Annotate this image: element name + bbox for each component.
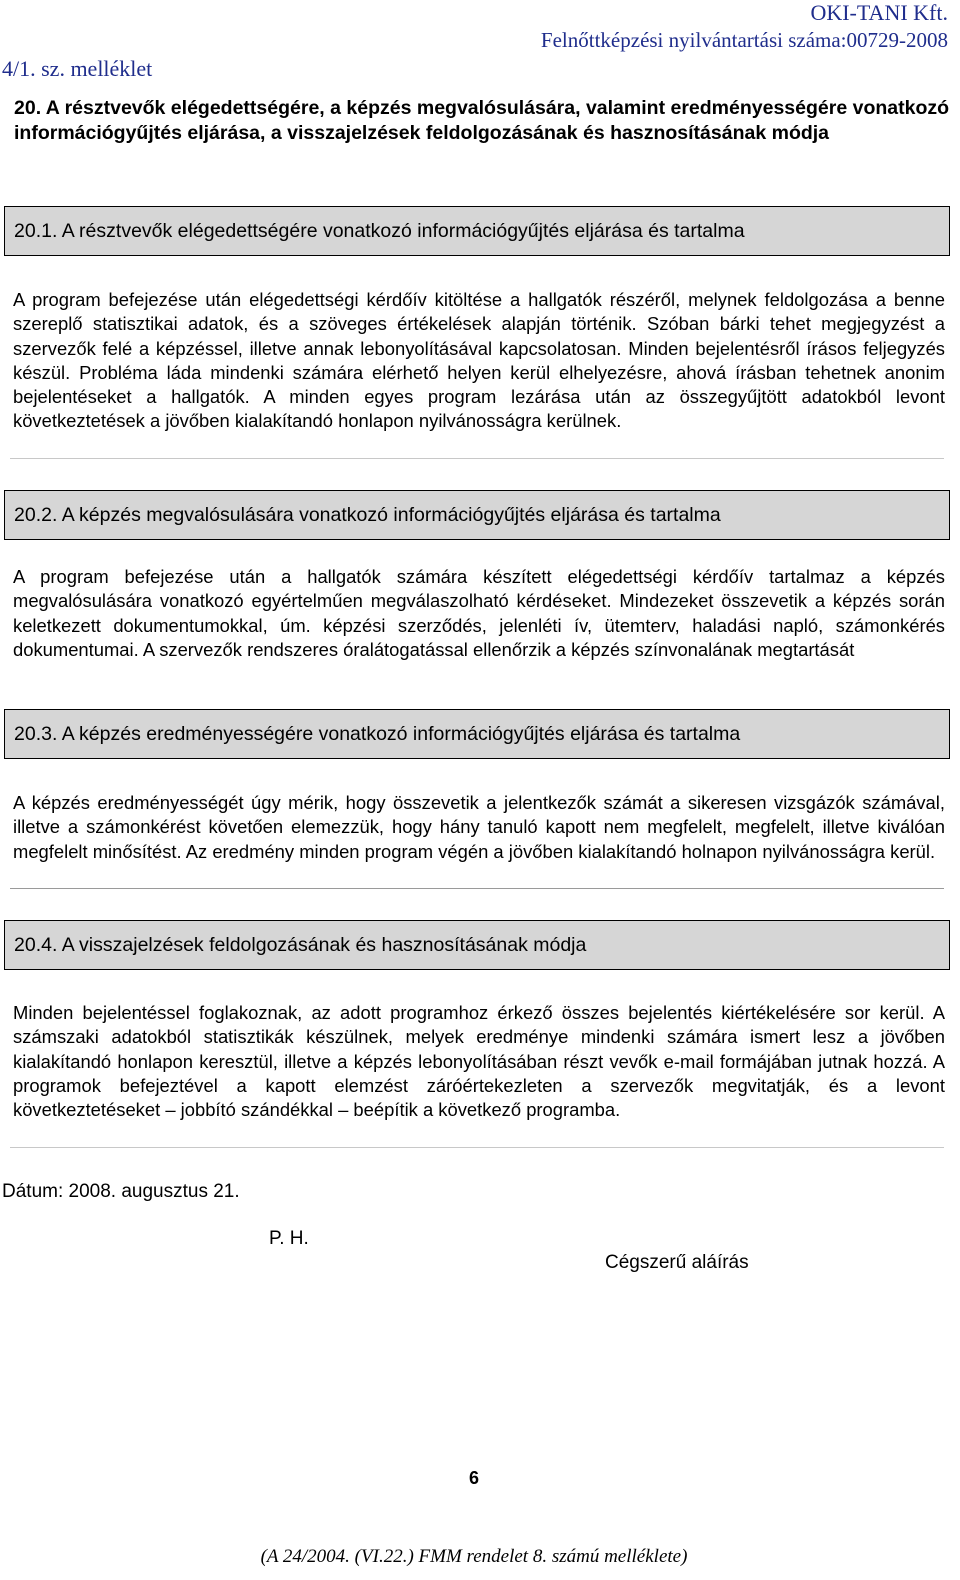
- section-title-text: 20.1. A résztvevők elégedettségére vonatkozó információgyűjtés eljárása és tartalma: [14, 219, 745, 242]
- signature-label: Cégszerű aláírás: [605, 1252, 749, 1273]
- section-title-20-2: [4, 490, 950, 540]
- section-title-text: 20.4. A visszajelzések feldolgozásának és hasznosításának módja: [14, 933, 587, 956]
- section-body-20-2: A program befejezése után a hallgatók számára készített elégedettségi kérdőív tartalmaz a képzés megvalósulására vonatkozó egyértelműen megválaszolható kérdéseket. Mindezeket összevetik a képzés során keletkezett dokumentumokkal, úm. képzési szerződés, jelenléti ív, ütemterv, haladási napló, számonkérés dokumentumai. A szervezők rendszeres óralátogatással ellenőrzik a képzés színvonalának megtartását: [13, 566, 945, 660]
- divider: [10, 458, 944, 459]
- section-title-text: 20.3. A képzés eredményességére vonatkozó információgyűjtés eljárása és tartalma: [14, 722, 741, 745]
- annex-label: 4/1. sz. melléklet: [2, 56, 153, 81]
- main-heading: 20. A résztvevők elégedettségére, a képzés megvalósulására, valamint eredményességére vonatkozó információgyűjtés eljárása, a visszajelzések feldolgozásának és hasznosításának módja: [14, 97, 950, 144]
- document-date: Dátum: 2008. augusztus 21.: [2, 1181, 240, 1202]
- stamp-label: P. H.: [269, 1228, 309, 1249]
- section-body-20-1: A program befejezése után elégedettségi kérdőív kitöltése a hallgatók részéről, melynek feldolgozása a benne szereplő statisztikai adatok, és a szöveges értékelések alapján történik. Szóban bárki tehet megjegyzést a szervezők felé a képzéssel, illetve annak lebonyolításával kapcsolatosan. Minden bejelentésről írásos feljegyzés készül. Probléma láda mindenki számára elérhető helyen kerül elhelyezésre, ahová írásban tehetnek anonim bejelentéseket a hallgatók. A minden egyes program lezárása után az összegyűjtött adatokból levont következtetések a jövőben kialakítandó honlapon nyilvánosságra kerülnek.: [13, 289, 945, 432]
- page-number: 6: [468, 1468, 479, 1488]
- section-title-20-1: [4, 206, 950, 256]
- section-title-20-4: [4, 920, 950, 970]
- section-title-text: 20.2. A képzés megvalósulására vonatkozó információgyűjtés eljárása és tartalma: [14, 503, 721, 526]
- divider: [10, 1147, 944, 1148]
- divider: [10, 888, 944, 889]
- footer-note: (A 24/2004. (VI.22.) FMM rendelet 8. számú melléklete): [260, 1546, 688, 1567]
- section-body-20-3: A képzés eredményességét úgy mérik, hogy összevetik a jelentkezők számát a sikeresen vizsgázók számával, illetve a számonkérést követően elemezzük, hogy hány tanuló kapott nem megfelelt, megfelelt, illetve kiválóan megfelelt minősítést. Az eredmény minden program végén a jövőben kialakítandó holnapon nyilvánosságra kerül.: [13, 792, 945, 862]
- section-title-20-3: [4, 709, 950, 759]
- registration-number: Felnőttképzési nyilvántartási száma:00729-2008: [540, 28, 948, 52]
- company-name: OKI-TANI Kft.: [810, 0, 948, 25]
- section-body-20-4: Minden bejelentéssel foglakoznak, az adott programhoz érkező összes bejelentés kiértékelésére sor kerül. A számszaki adatokból statisztikák készülnek, melyek eredménye mindenki számára ismert lesz a jövőben kialakítandó honlapon keresztül, illetve a képzés lebonyolításában részt vevők e-mail formájában jutnak hozzá. A programok befejeztével a kapott elemzést záróértekezleten a szervezők megvitatják, és a levont következtetéseket – jobbító szándékkal – beépítik a következő programba.: [13, 1002, 945, 1121]
